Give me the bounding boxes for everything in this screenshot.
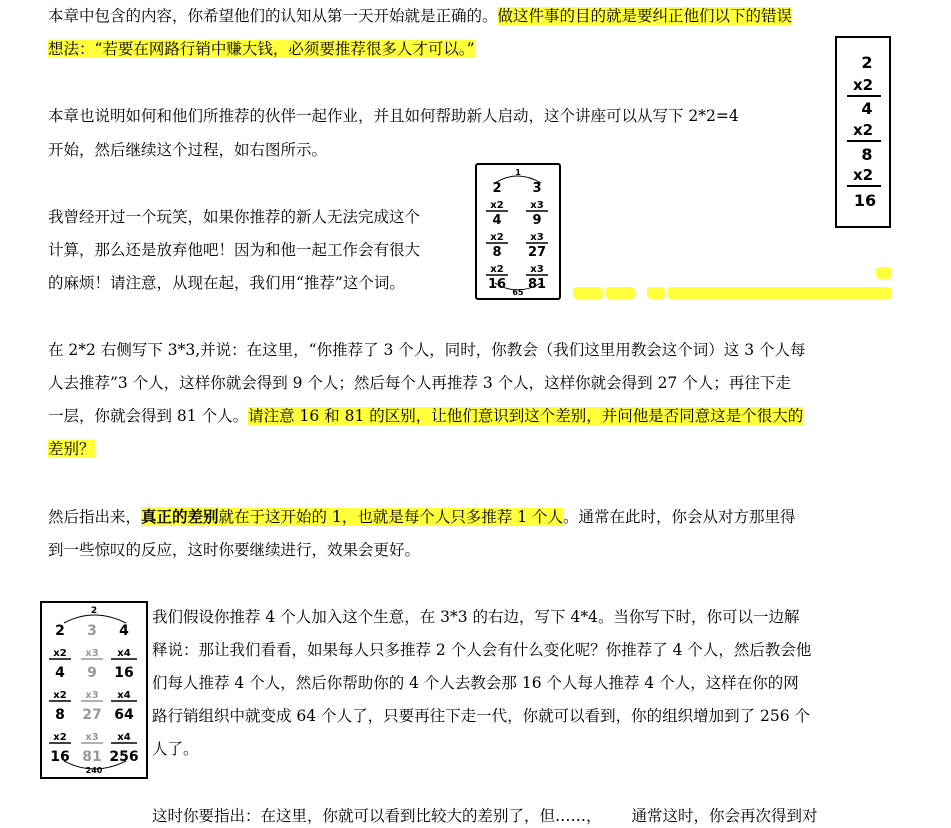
fig-c-col1-value: x2 [53, 690, 67, 701]
fig-b-col2-value: 27 [527, 245, 547, 260]
p3-line1: 我曾经开过一个玩笑，如果你推荐的新人无法完成这个 [48, 208, 421, 226]
fig-b-col1-value: 2 [492, 181, 502, 196]
fig-c-col1-value: x2 [53, 648, 67, 659]
fig-b-col1-value: x2 [490, 264, 504, 275]
p7-line1-tail: 通常这时，你会再次得到对 [631, 807, 818, 825]
p5-line1-text: 然后指出来， [48, 508, 142, 526]
fig-c-col3-value: x4 [117, 690, 131, 701]
p6-line1: 我们假设你推荐 4 个人加入这个生意，在 3*3 的右边，写下 4*4。当你写下时，你可以一边解 [152, 608, 800, 626]
fig-b-col2-value: x3 [530, 232, 544, 243]
p6-line4: 路行销组织中就变成 64 个人了，只要再往下走一代，你就可以看到，你的组织增加到了 256 个 [152, 707, 811, 725]
fig-c-col3-value: 256 [109, 749, 139, 765]
fig-c-col3-value: 16 [114, 665, 134, 681]
fig-b-col2-value: 81 [527, 277, 547, 292]
fig-c-col1-value: 2 [55, 623, 65, 639]
fig-c-col2-value: 3 [87, 623, 97, 639]
p6-line2: 释说：那让我们看看，如果每人只多推荐 2 个人会有什么变化呢？你推荐了 4 个人，然后教会他 [152, 641, 812, 659]
fig-c-col3-value: 4 [119, 623, 129, 639]
p4-line4-highlight: 差别？ [48, 440, 95, 458]
p4-line3-text: 一层，你就会得到 81 个人。 [48, 407, 249, 425]
fig-b-col1-value: 8 [492, 245, 502, 260]
fig-b-col1-value: 16 [487, 277, 507, 292]
p2-line2: 开始，然后继续这个过程，如右图所示。 [48, 141, 328, 159]
p1-line2 [48, 39, 475, 59]
p1-line1 [48, 6, 792, 26]
p1-line1-highlight: 做这件事的目的就是要纠正他们以下的错误 [497, 7, 793, 25]
fig-c-col2-value: 81 [82, 749, 102, 765]
fig-b-col2-value: x3 [530, 200, 544, 211]
fig-a-n2: 4 [861, 99, 873, 118]
p5-line1-bold-highlight: 真正的差别 [141, 507, 219, 526]
highlight-artifact [573, 287, 603, 299]
fig-c-col1-value: x2 [53, 732, 67, 743]
p6-line5: 人了。 [152, 740, 199, 758]
p5-line1 [48, 507, 796, 527]
p7-line1-text: 这时你要指出：在这里，你就可以看到比较大的差别了，但……， [152, 807, 602, 825]
p4-line4 [48, 439, 95, 459]
highlight-artifact [876, 267, 892, 279]
fig-b-col1-value: 4 [492, 213, 502, 228]
fig-a-m3: x2 [852, 166, 874, 184]
fig-c-col2-value: x3 [85, 690, 99, 701]
fig-c-col3-value: x4 [117, 648, 131, 659]
figure-2x2-chain [835, 36, 891, 228]
figure-2x2-3x3-chain [475, 163, 561, 300]
fig-c-col2-value: x3 [85, 732, 99, 743]
p3-line3: 的麻烦！请注意，从现在起，我们用“推荐”这个词。 [48, 274, 405, 292]
fig-c-col3-value: 64 [114, 707, 134, 723]
fig-b-col2-value: 3 [532, 181, 542, 196]
figure-2x2-3x3-4x4-chain [40, 601, 148, 779]
fig-b-col2-value: 9 [532, 213, 542, 228]
p3-line2: 计算，那么还是放弃他吧！因为和他一起工作会有很大 [48, 241, 421, 259]
p5-line1-tail: 。通常在此时，你会从对方那里得 [563, 508, 796, 526]
p5-line1-highlight: 就在于这开始的 1，也就是每个人只多推荐 1 个人 [218, 508, 564, 526]
p2-line1: 本章也说明如何和他们所推荐的伙伴一起作业，并且如何帮助新人启动，这个讲座可以从写下 2*2=4 [48, 107, 739, 125]
highlight-artifact [605, 287, 635, 299]
p5-line2: 到一些惊叹的反应，这时你要继续进行，效果会更好。 [48, 541, 421, 559]
p4-line2: 人去推荐”3 个人，这样你就会得到 9 个人；然后每个人再推荐 3 个人，这样你就会得到 27 个人；再往下走 [48, 374, 791, 392]
fig-b-col2-value: x3 [530, 264, 544, 275]
fig-a-n1: 2 [861, 53, 873, 72]
highlight-artifact [647, 287, 665, 299]
p1-line1-text: 本章中包含的内容，你希望他们的认知从第一天开始就是正确的。 [48, 7, 498, 25]
p7-line1 [152, 806, 818, 826]
fig-c-col3-value: x4 [117, 732, 131, 743]
fig-a-n4: 16 [853, 191, 877, 210]
p4-line3 [48, 406, 803, 426]
fig-c-col1-value: 4 [55, 665, 65, 681]
fig-c-col2-value: 9 [87, 665, 97, 681]
p6-line3: 们每人推荐 4 个人，然后你帮助你的 4 个人去教会那 16 个人每人推荐 4 个人，这样在你的网 [152, 674, 799, 692]
fig-c-top: 2 [90, 606, 98, 616]
fig-c-col2-value: 27 [82, 707, 102, 723]
fig-c-col2-value: x3 [85, 648, 99, 659]
p4-line3-highlight: 请注意 16 和 81 的区别，让他们意识到这个差别，并问他是否同意这是个很大的 [248, 407, 804, 425]
fig-a-m1: x2 [852, 76, 874, 94]
fig-b-col1-value: x2 [490, 232, 504, 243]
highlight-artifact [667, 287, 892, 299]
fig-c-col1-value: 16 [50, 749, 70, 765]
fig-c-col1-value: 8 [55, 707, 65, 723]
fig-a-n3: 8 [861, 145, 873, 164]
fig-a-m2: x2 [852, 121, 874, 139]
fig-b-top: 1 [515, 168, 521, 177]
p4-line1: 在 2*2 右侧写下 3*3,并说：在这里，“你推荐了 3 个人，同时，你教会（我们这里用教会这个词）这 3 个人每 [48, 341, 806, 359]
fig-b-bottom: 65 [512, 288, 524, 297]
fig-c-bottom: 240 [85, 766, 103, 775]
fig-b-col1-value: x2 [490, 200, 504, 211]
p1-line2-highlight: 想法：“若要在网路行销中赚大钱，必须要推荐很多人才可以。” [48, 40, 475, 58]
